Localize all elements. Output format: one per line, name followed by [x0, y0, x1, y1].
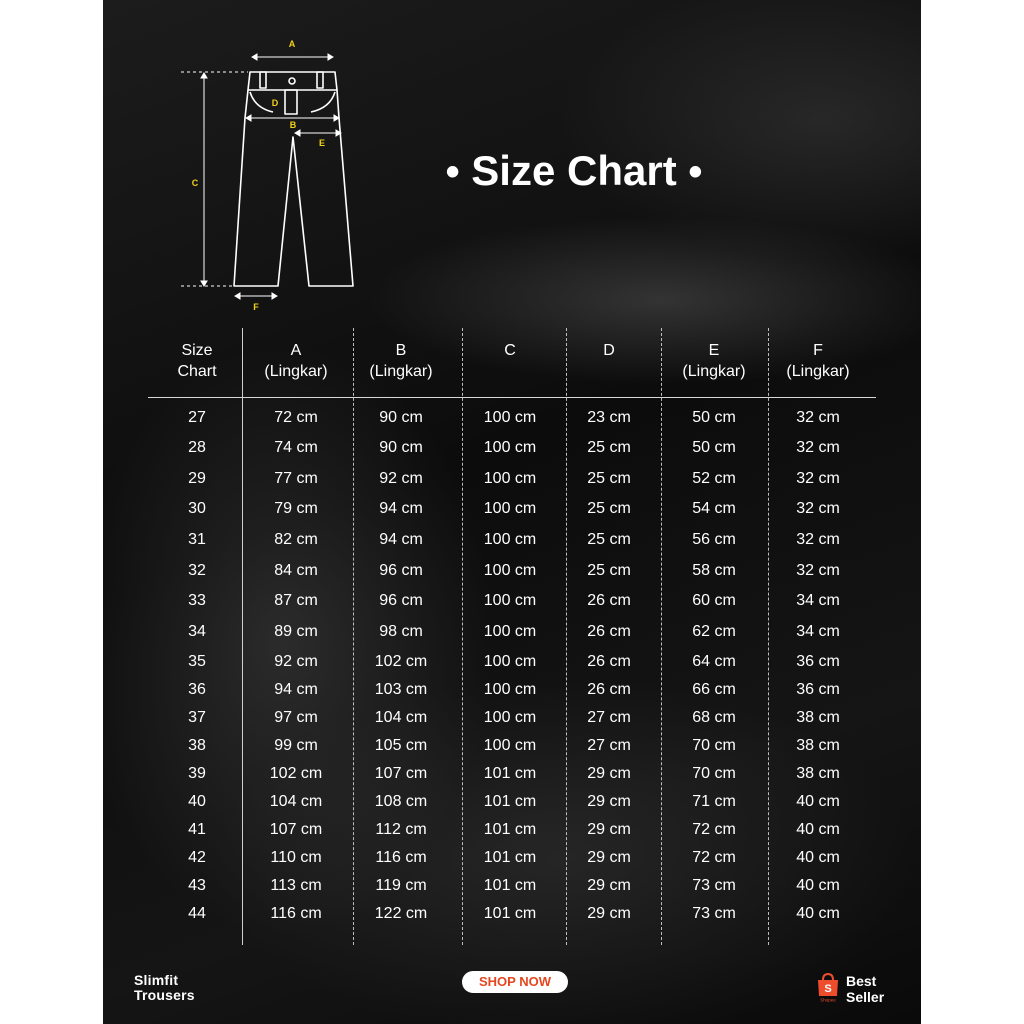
- column-header-line-2: (Lingkar): [369, 363, 433, 380]
- measurement-cell: 101 cm: [483, 821, 537, 838]
- measurement-cell: 94 cm: [274, 681, 318, 698]
- column-header-line-1: Size: [181, 342, 213, 359]
- size-cell: 35: [188, 653, 206, 670]
- measurement-cell: 25 cm: [587, 531, 631, 548]
- column-header: [559, 340, 659, 361]
- measurement-cell: 90 cm: [379, 439, 423, 456]
- shop-now-button[interactable]: SHOP NOW: [462, 971, 568, 993]
- measurement-cell: 103 cm: [374, 681, 428, 698]
- column-header-line-2: (Lingkar): [786, 363, 850, 380]
- measurement-cell: 68 cm: [692, 709, 736, 726]
- measurement-cell: 97 cm: [274, 709, 318, 726]
- measurement-cell: 82 cm: [274, 531, 318, 548]
- measurement-cell: 107 cm: [269, 821, 323, 838]
- label-d: D: [271, 98, 279, 108]
- measurement-cell: 32 cm: [796, 409, 840, 426]
- measurement-cell: 100 cm: [483, 500, 537, 517]
- measurement-cell: 70 cm: [692, 765, 736, 782]
- measurement-cell: 92 cm: [274, 653, 318, 670]
- measurement-cell: 50 cm: [692, 409, 736, 426]
- measurement-cell: 98 cm: [379, 623, 423, 640]
- measurement-cell: 64 cm: [692, 653, 736, 670]
- size-cell: 32: [188, 562, 206, 579]
- best-seller-line-1: Best: [846, 973, 877, 989]
- title-left-dot: •: [445, 150, 460, 194]
- size-cell: 34: [188, 623, 206, 640]
- bag-caption: Shopee: [820, 997, 836, 1002]
- measurement-cell: 25 cm: [587, 500, 631, 517]
- size-cell: 31: [188, 531, 206, 548]
- brand-line-1: Slimfit: [134, 972, 179, 988]
- size-cell: 38: [188, 737, 206, 754]
- measurement-cell: 100 cm: [483, 653, 537, 670]
- measurement-cell: 77 cm: [274, 470, 318, 487]
- size-cell: 28: [188, 439, 206, 456]
- measurement-cell: 94 cm: [379, 500, 423, 517]
- measurement-cell: 96 cm: [379, 592, 423, 609]
- measurement-cell: 70 cm: [692, 737, 736, 754]
- column-header: [351, 340, 451, 382]
- measurement-cell: 99 cm: [274, 737, 318, 754]
- measurement-cell: 25 cm: [587, 470, 631, 487]
- measurement-cell: 89 cm: [274, 623, 318, 640]
- column-header-line-2: (Lingkar): [264, 363, 328, 380]
- measurement-cell: 100 cm: [483, 562, 537, 579]
- measurement-cell: 104 cm: [269, 793, 323, 810]
- measurement-cell: 102 cm: [269, 765, 323, 782]
- column-header: [147, 340, 247, 382]
- measurement-cell: 50 cm: [692, 439, 736, 456]
- measurement-cell: 90 cm: [379, 409, 423, 426]
- measurement-cell: 92 cm: [379, 470, 423, 487]
- measurement-cell: 27 cm: [587, 709, 631, 726]
- measurement-cell: 72 cm: [692, 821, 736, 838]
- measurement-cell: 34 cm: [796, 623, 840, 640]
- measurement-cell: 38 cm: [796, 765, 840, 782]
- measurement-cell: 62 cm: [692, 623, 736, 640]
- measurement-cell: 52 cm: [692, 470, 736, 487]
- column-header: [664, 340, 764, 382]
- measurement-cell: 101 cm: [483, 877, 537, 894]
- measurement-cell: 112 cm: [375, 821, 427, 838]
- measurement-cell: 29 cm: [587, 765, 631, 782]
- measurement-cell: 40 cm: [796, 905, 840, 922]
- size-cell: 37: [188, 709, 206, 726]
- column-header: [246, 340, 346, 382]
- measurement-cell: 32 cm: [796, 470, 840, 487]
- measurement-cell: 29 cm: [587, 793, 631, 810]
- size-cell: 30: [188, 500, 206, 517]
- measurement-cell: 105 cm: [374, 737, 428, 754]
- size-table: [103, 0, 921, 1024]
- measurement-cell: 101 cm: [483, 905, 537, 922]
- header-divider: [148, 397, 876, 398]
- measurement-cell: 116 cm: [270, 905, 322, 922]
- measurement-cell: 40 cm: [796, 877, 840, 894]
- size-cell: 36: [188, 681, 206, 698]
- column-header-line-1: E: [708, 342, 720, 359]
- measurement-cell: 100 cm: [483, 470, 537, 487]
- measurement-cell: 73 cm: [692, 905, 736, 922]
- measurement-cell: 104 cm: [374, 709, 428, 726]
- measurement-cell: 66 cm: [692, 681, 736, 698]
- column-header: [460, 340, 560, 361]
- measurement-cell: 40 cm: [796, 793, 840, 810]
- measurement-cell: 102 cm: [374, 653, 428, 670]
- measurement-cell: 34 cm: [796, 592, 840, 609]
- measurement-cell: 119 cm: [375, 877, 427, 894]
- measurement-cell: 36 cm: [796, 681, 840, 698]
- best-seller-line-2: Seller: [846, 989, 885, 1005]
- measurement-cell: 100 cm: [483, 592, 537, 609]
- measurement-cell: 116 cm: [375, 849, 427, 866]
- column-divider-4: [661, 328, 662, 945]
- measurement-cell: 29 cm: [587, 877, 631, 894]
- measurement-cell: 108 cm: [374, 793, 428, 810]
- column-header-line-2: (Lingkar): [682, 363, 746, 380]
- size-cell: 43: [188, 877, 206, 894]
- label-b: B: [289, 120, 297, 130]
- measurement-cell: 36 cm: [796, 653, 840, 670]
- measurement-cell: 79 cm: [274, 500, 318, 517]
- size-cell: 33: [188, 592, 206, 609]
- measurement-cell: 29 cm: [587, 821, 631, 838]
- measurement-cell: 38 cm: [796, 709, 840, 726]
- measurement-cell: 100 cm: [483, 531, 537, 548]
- measurement-cell: 32 cm: [796, 500, 840, 517]
- size-cell: 40: [188, 793, 206, 810]
- title-text: Size Chart: [471, 147, 677, 194]
- measurement-cell: 100 cm: [483, 409, 537, 426]
- measurement-cell: 60 cm: [692, 592, 736, 609]
- measurement-cell: 26 cm: [587, 623, 631, 640]
- brand-line-2: Trousers: [134, 987, 195, 1003]
- size-cell: 29: [188, 470, 206, 487]
- measurement-cell: 72 cm: [692, 849, 736, 866]
- column-header-line-2: Chart: [177, 363, 217, 380]
- measurement-cell: 84 cm: [274, 562, 318, 579]
- size-cell: 42: [188, 849, 206, 866]
- column-header-line-1: B: [395, 342, 407, 359]
- measurement-cell: 100 cm: [483, 681, 537, 698]
- measurement-cell: 29 cm: [587, 905, 631, 922]
- column-header: [768, 340, 868, 382]
- measurement-cell: 96 cm: [379, 562, 423, 579]
- size-cell: 27: [188, 409, 206, 426]
- brand-name: [134, 973, 195, 1003]
- column-header-line-1: D: [603, 342, 615, 359]
- size-cell: 41: [188, 821, 206, 838]
- measurement-cell: 101 cm: [483, 793, 537, 810]
- measurement-cell: 87 cm: [274, 592, 318, 609]
- measurement-cell: 100 cm: [483, 623, 537, 640]
- measurement-cell: 101 cm: [483, 849, 537, 866]
- measurement-cell: 71 cm: [692, 793, 736, 810]
- measurement-cell: 26 cm: [587, 681, 631, 698]
- measurement-cell: 23 cm: [587, 409, 631, 426]
- measurement-cell: 72 cm: [274, 409, 318, 426]
- measurement-cell: 56 cm: [692, 531, 736, 548]
- bag-letter: S: [824, 983, 832, 995]
- column-header-line-1: A: [290, 342, 302, 359]
- column-header-line-1: F: [813, 342, 823, 359]
- measurement-cell: 25 cm: [587, 562, 631, 579]
- measurement-cell: 113 cm: [270, 877, 322, 894]
- shopping-bag-icon: [816, 972, 840, 1002]
- measurement-cell: 100 cm: [483, 709, 537, 726]
- column-header-line-1: C: [504, 342, 516, 359]
- measurement-cell: 32 cm: [796, 439, 840, 456]
- measurement-cell: 107 cm: [374, 765, 428, 782]
- measurement-cell: 32 cm: [796, 562, 840, 579]
- measurement-cell: 38 cm: [796, 737, 840, 754]
- size-chart-poster: [103, 0, 921, 1024]
- size-cell: 39: [188, 765, 206, 782]
- measurement-cell: 110 cm: [270, 849, 322, 866]
- measurement-cell: 54 cm: [692, 500, 736, 517]
- label-c: C: [191, 178, 199, 188]
- measurement-cell: 32 cm: [796, 531, 840, 548]
- measurement-cell: 101 cm: [483, 765, 537, 782]
- label-e: E: [318, 138, 326, 148]
- title-right-dot: •: [688, 150, 703, 194]
- measurement-cell: 26 cm: [587, 592, 631, 609]
- measurement-cell: 26 cm: [587, 653, 631, 670]
- best-seller-badge: [846, 973, 884, 1005]
- measurement-cell: 25 cm: [587, 439, 631, 456]
- label-a: A: [288, 39, 296, 49]
- measurement-cell: 40 cm: [796, 849, 840, 866]
- measurement-cell: 100 cm: [483, 439, 537, 456]
- measurement-cell: 94 cm: [379, 531, 423, 548]
- label-f: F: [253, 302, 259, 312]
- measurement-cell: 122 cm: [374, 905, 428, 922]
- measurement-cell: 100 cm: [483, 737, 537, 754]
- measurement-cell: 74 cm: [274, 439, 318, 456]
- measurement-cell: 29 cm: [587, 849, 631, 866]
- measurement-cell: 40 cm: [796, 821, 840, 838]
- measurement-cell: 73 cm: [692, 877, 736, 894]
- measurement-cell: 58 cm: [692, 562, 736, 579]
- size-cell: 44: [188, 905, 206, 922]
- measurement-cell: 27 cm: [587, 737, 631, 754]
